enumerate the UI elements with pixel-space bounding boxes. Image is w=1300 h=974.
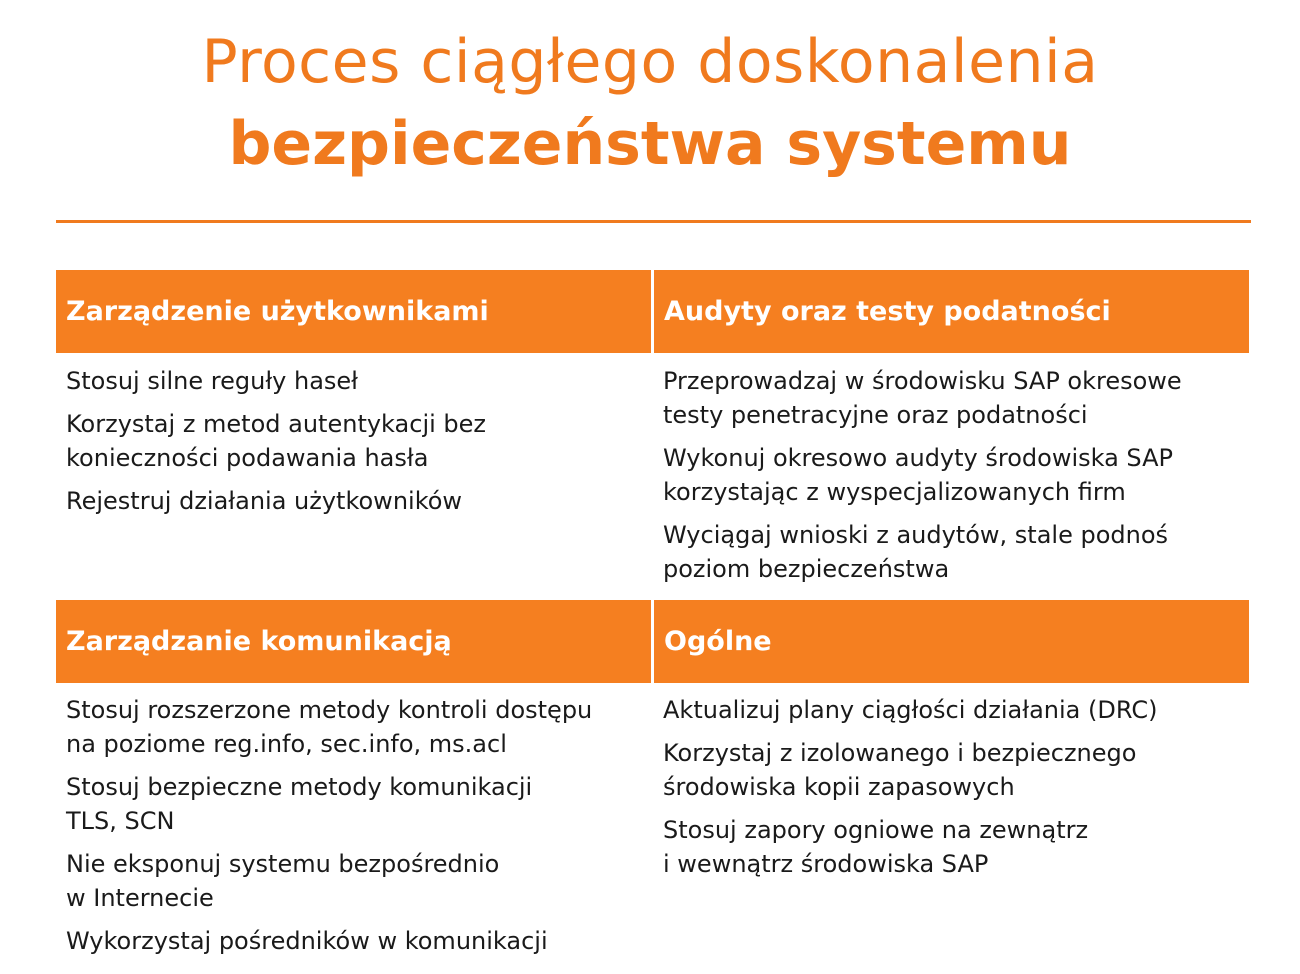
section-heading-user-management: Zarządzenie użytkownikami bbox=[56, 270, 651, 353]
list-item: Wyciągaj wnioski z audytów, stale podnoś poziom bezpieczeństwa bbox=[663, 521, 1169, 583]
communication-list bbox=[66, 693, 646, 967]
list-item: Wykorzystaj pośredników w komunikacji bbox=[66, 927, 548, 955]
audits-list bbox=[663, 364, 1243, 595]
list-item: Korzystaj z izolowanego i bezpiecznego środowiska kopii zapasowych bbox=[663, 739, 1137, 801]
section-heading-audits: Audyty oraz testy podatności bbox=[654, 270, 1249, 353]
section-heading-general: Ogólne bbox=[654, 600, 1249, 683]
general-list bbox=[663, 693, 1243, 890]
list-item: Nie eksponuj systemu bezpośrednio w Internecie bbox=[66, 850, 500, 912]
list-item: Rejestruj działania użytkowników bbox=[66, 487, 463, 515]
section-heading-communication: Zarządzanie komunikacją bbox=[56, 600, 651, 683]
list-item: Przeprowadzaj w środowisku SAP okresowe testy penetracyjne oraz podatności bbox=[663, 367, 1182, 429]
list-item: Aktualizuj plany ciągłości działania (DRC) bbox=[663, 696, 1158, 724]
list-item: Korzystaj z metod autentykacji bez konieczności podawania hasła bbox=[66, 410, 486, 472]
page-title-line-1: Proces ciągłego doskonalenia bbox=[201, 27, 1099, 97]
list-item: Stosuj rozszerzone metody kontroli dostępu na poziome reg.info, sec.info, ms.acl bbox=[66, 696, 593, 758]
title-divider bbox=[56, 220, 1251, 223]
list-item: Stosuj silne reguły haseł bbox=[66, 367, 358, 395]
list-item: Wykonuj okresowo audyty środowiska SAP korzystając z wyspecjalizowanych firm bbox=[663, 444, 1173, 506]
list-item: Stosuj bezpieczne metody komunikacji TLS, SCN bbox=[66, 773, 533, 835]
user-management-list bbox=[66, 364, 646, 527]
page-title-line-2: bezpieczeństwa systemu bbox=[228, 109, 1072, 179]
list-item: Stosuj zapory ogniowe na zewnątrz i wewnątrz środowiska SAP bbox=[663, 816, 1089, 878]
